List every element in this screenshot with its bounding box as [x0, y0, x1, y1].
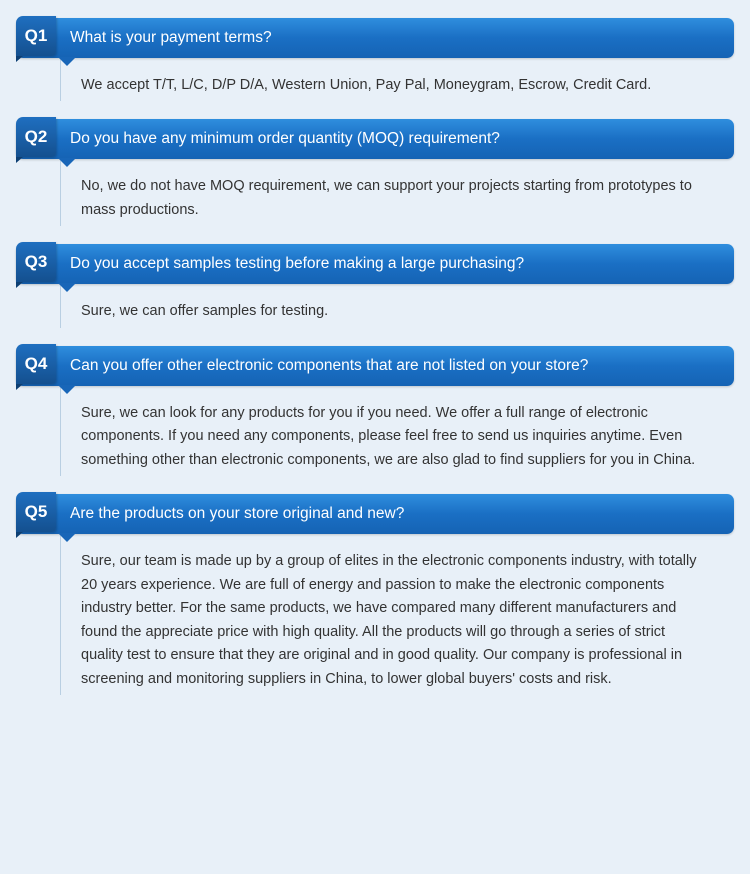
banner-notch	[58, 158, 76, 167]
banner-notch	[58, 385, 76, 394]
question-text: Can you offer other electronic components that are not listed on your store?	[70, 356, 589, 374]
banner-notch	[58, 57, 76, 66]
faq-item	[16, 244, 734, 327]
question-number-badge: Q5	[16, 492, 56, 532]
answer-text: No, we do not have MOQ requirement, we can support your projects starting from prototypes to mass productions.	[81, 178, 692, 218]
question-text: Are the products on your store original and new?	[70, 505, 405, 523]
answer-text: We accept T/T, L/C, D/P D/A, Western Union, Pay Pal, Moneygram, Escrow, Credit Card.	[81, 77, 652, 93]
answer-text: Sure, our team is made up by a group of elites in the electronic components industry, with totally 20 years experience. We are full of energy and passion to make the electronic components industry better. For the same products, we have compared many different manufacturers and found the appreciate price with high quality. All the products will go through a series of strict quality test to ensure that they are original and in good quality. Our company is professional in screening and monitoring suppliers in China, to lower global buyers' costs and risk.	[81, 553, 697, 687]
question-number-badge: Q1	[16, 16, 56, 56]
question-number-badge: Q4	[16, 344, 56, 384]
question-banner[interactable]	[16, 119, 734, 159]
answer-block	[60, 159, 734, 226]
question-number-badge: Q2	[16, 117, 56, 157]
question-text: What is your payment terms?	[70, 28, 272, 46]
faq-item	[16, 119, 734, 226]
question-banner[interactable]	[16, 494, 734, 534]
answer-block	[60, 386, 734, 476]
banner-notch	[58, 283, 76, 292]
answer-block	[60, 58, 734, 101]
question-banner[interactable]	[16, 244, 734, 284]
answer-text: Sure, we can offer samples for testing.	[81, 303, 329, 320]
question-banner[interactable]	[16, 346, 734, 386]
question-text: Do you accept samples testing before making a large purchasing?	[70, 255, 525, 273]
answer-block	[60, 284, 734, 327]
faq-item	[16, 494, 734, 695]
faq-item	[16, 18, 734, 101]
answer-block	[60, 534, 734, 695]
banner-notch	[58, 533, 76, 542]
question-number-badge: Q3	[16, 242, 56, 282]
question-text: Do you have any minimum order quantity (MOQ) requirement?	[70, 130, 500, 148]
answer-text: Sure, we can look for any products for you if you need. We offer a full range of electronic components. If you need any components, please feel free to send us inquiries anytime. Even something other than electronic components, we are also glad to find suppliers for you in China.	[81, 404, 696, 468]
question-banner[interactable]	[16, 18, 734, 58]
faq-item	[16, 346, 734, 476]
